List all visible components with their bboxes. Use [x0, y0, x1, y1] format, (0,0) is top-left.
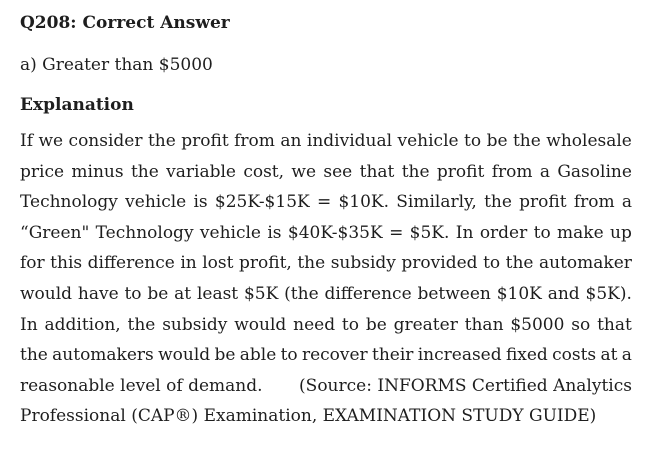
source-start: (Source: INFORMS Certified Analytics	[299, 375, 632, 396]
word: minus	[71, 161, 124, 182]
word: $10K.	[338, 192, 390, 213]
word: profit	[181, 131, 229, 151]
word: that	[597, 314, 632, 335]
word: this	[50, 253, 83, 274]
word: recover	[301, 345, 368, 366]
source-end: Professional (CAP®) Examination, EXAMINATION STUDY GUIDE)	[20, 406, 597, 427]
word: would	[158, 345, 211, 366]
word: a	[539, 161, 550, 182]
word: costs	[552, 345, 597, 366]
word: at	[600, 345, 618, 366]
word: for	[20, 253, 45, 274]
word: and	[547, 283, 580, 304]
word: subsidy	[330, 253, 396, 274]
word: to	[533, 222, 551, 243]
word: to	[464, 131, 482, 151]
word: make	[557, 222, 604, 243]
word: in	[180, 253, 197, 274]
answer-explanation-page	[20, 10, 632, 432]
word: be	[214, 345, 236, 366]
word: (the	[284, 283, 319, 304]
word: vehicle	[397, 131, 459, 151]
word: vehicle	[125, 192, 187, 213]
word: In	[20, 314, 38, 335]
word: able	[239, 345, 277, 366]
word: the	[20, 345, 48, 366]
word: to	[280, 345, 298, 366]
word: between	[417, 283, 491, 304]
word: their	[372, 345, 414, 366]
word: to	[341, 314, 359, 335]
word: to	[124, 283, 142, 304]
word: lost	[202, 253, 234, 274]
word: =	[389, 222, 404, 243]
word: price	[20, 161, 65, 182]
word: $10K	[496, 283, 542, 304]
word: profit	[519, 192, 567, 213]
word: fixed	[505, 345, 548, 366]
word: the	[505, 253, 534, 274]
word: If	[20, 131, 34, 151]
word: the	[512, 131, 541, 151]
word: we	[291, 161, 317, 182]
word: than	[464, 314, 504, 335]
word: Technology	[20, 192, 118, 213]
word: be	[486, 131, 508, 151]
word: a	[621, 192, 632, 213]
word: In	[455, 222, 474, 243]
word: difference	[324, 283, 412, 304]
explanation-line	[20, 310, 632, 341]
explanation-line	[20, 218, 632, 249]
explanation-line	[20, 340, 632, 371]
word: individual	[306, 131, 393, 151]
question-title: Q208: Correct Answer	[20, 13, 230, 33]
word: a	[621, 345, 632, 366]
word: the	[127, 314, 156, 335]
word: automaker	[539, 253, 632, 274]
word: $5K.	[409, 222, 450, 243]
explanation-line	[20, 126, 632, 157]
word: vehicle	[199, 222, 261, 243]
word: at	[174, 283, 192, 304]
word: from	[491, 161, 533, 182]
word: profit,	[239, 253, 292, 274]
word: order	[479, 222, 528, 243]
word: $5K	[243, 283, 279, 304]
word: have	[77, 283, 119, 304]
word: the	[484, 192, 512, 213]
word: that	[359, 161, 395, 182]
explanation-line	[20, 248, 632, 279]
explanation-line	[20, 279, 632, 310]
word: subsidy	[162, 314, 228, 335]
word: from	[234, 131, 275, 151]
word: be	[365, 314, 387, 335]
word: is	[267, 222, 282, 243]
word: the	[130, 161, 159, 182]
word: Similarly,	[396, 192, 477, 213]
explanation-line	[20, 187, 632, 218]
word: wholesale	[546, 131, 632, 151]
word: be	[147, 283, 169, 304]
word: greater	[393, 314, 458, 335]
word: $40K-$35K	[287, 222, 383, 243]
explanation-heading: Explanation	[20, 95, 134, 115]
word: the	[401, 161, 430, 182]
explanation-paragraph	[20, 126, 632, 432]
word: consider	[68, 131, 143, 151]
word: Gasoline	[557, 161, 632, 182]
word: “Green"	[20, 222, 90, 243]
word: the	[297, 253, 326, 274]
explanation-line	[20, 157, 632, 188]
word: need	[293, 314, 336, 335]
word: increased	[417, 345, 502, 366]
word: provided	[401, 253, 478, 274]
word: an	[280, 131, 302, 151]
word: =	[316, 192, 332, 213]
word: $5K).	[585, 283, 632, 304]
word: Technology	[95, 222, 194, 243]
word: see	[323, 161, 353, 182]
word: would	[20, 283, 73, 304]
closing-line	[20, 371, 632, 402]
word: $25K-$15K	[214, 192, 310, 213]
word: the	[147, 131, 176, 151]
word: we	[38, 131, 64, 151]
word: from	[573, 192, 615, 213]
word: profit	[436, 161, 485, 182]
word: up	[610, 222, 632, 243]
word: addition,	[44, 314, 121, 335]
closing-text: reasonable level of demand.	[20, 375, 263, 396]
word: $5000	[510, 314, 565, 335]
word: least	[196, 283, 239, 304]
word: is	[193, 192, 208, 213]
correct-answer: a) Greater than $5000	[20, 55, 213, 75]
word: variable	[166, 161, 236, 182]
word: would	[234, 314, 287, 335]
word: to	[483, 253, 501, 274]
word: cost,	[243, 161, 285, 182]
word: automakers	[52, 345, 154, 366]
word: so	[571, 314, 591, 335]
word: difference	[87, 253, 175, 274]
